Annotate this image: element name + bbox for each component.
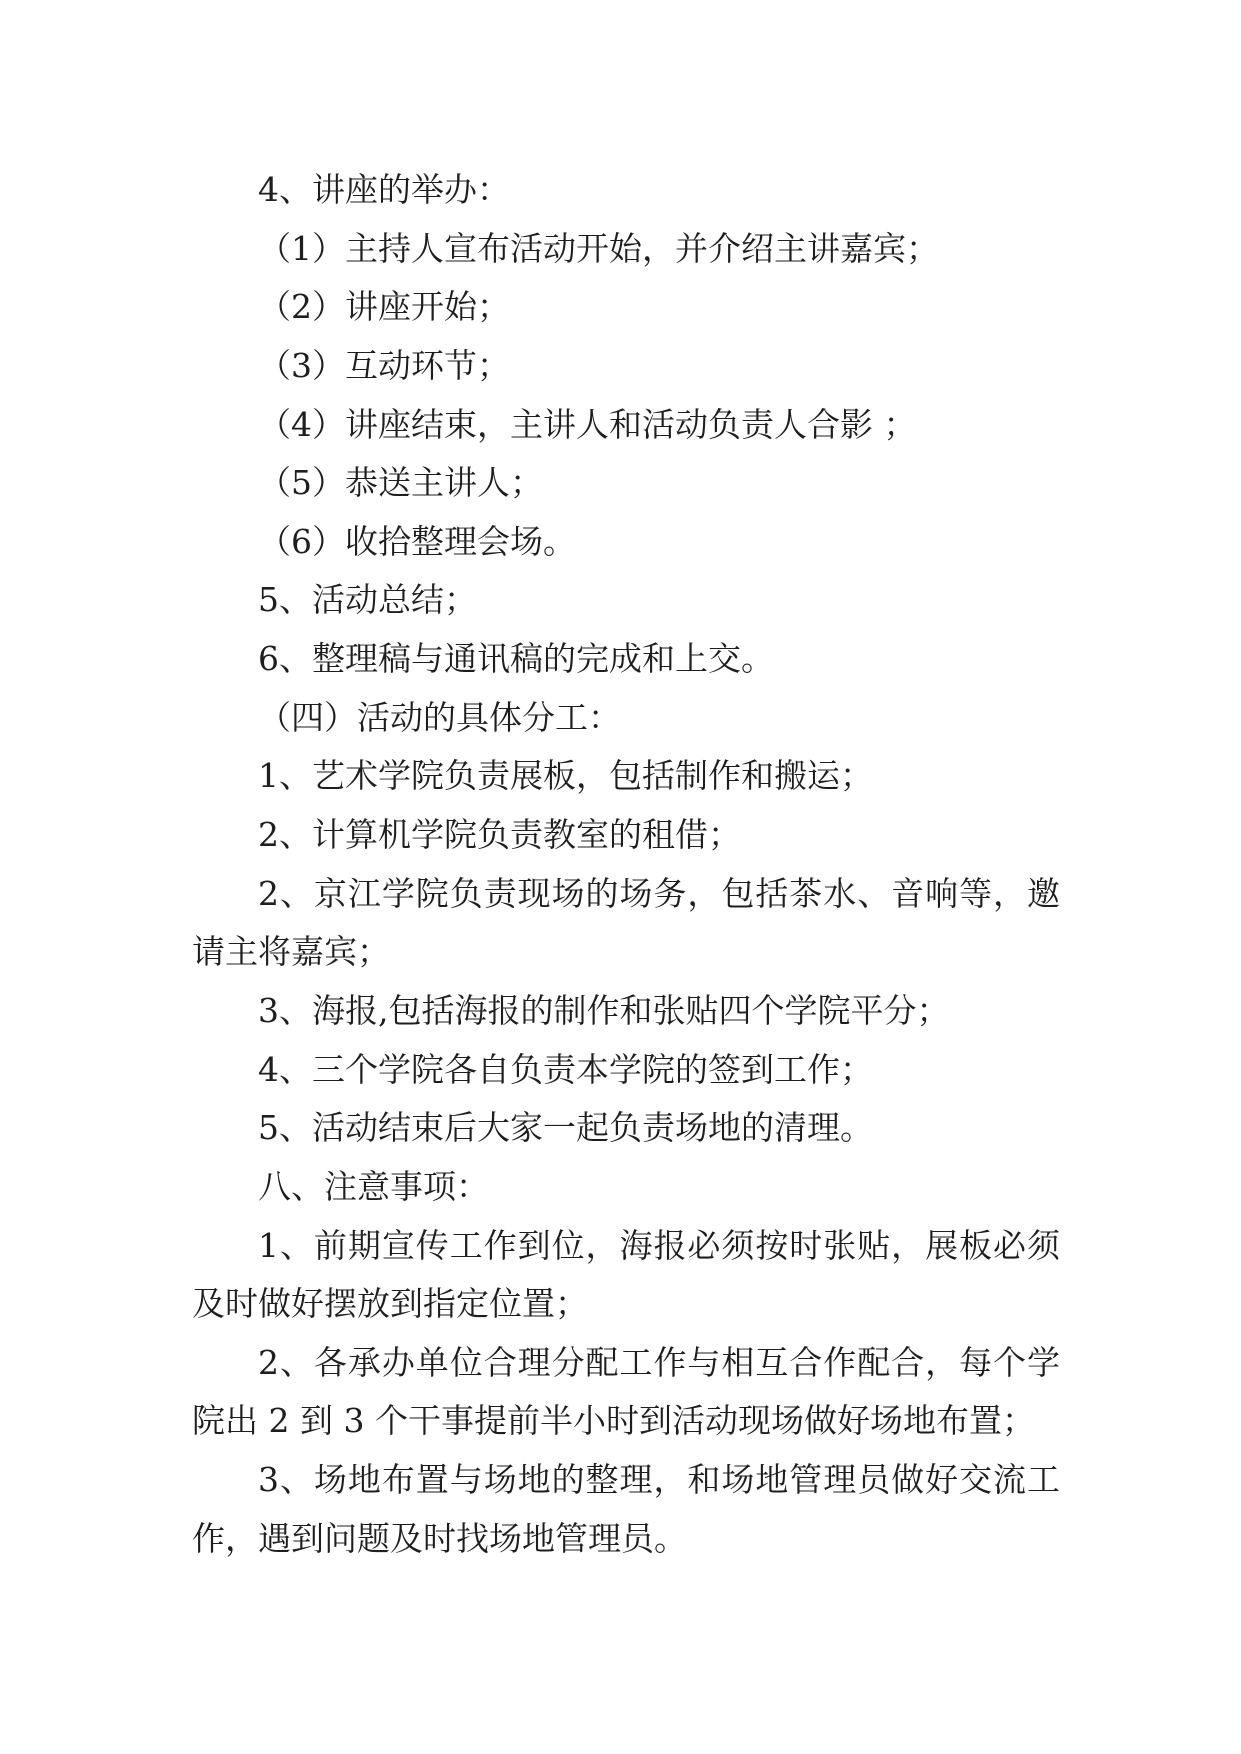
section-heading: 八、注意事项： [258, 1166, 489, 1206]
list-item: 1、艺术学院负责展板，包括制作和搬运； [258, 756, 873, 796]
list-item: 6、整理稿与通讯稿的完成和上交。 [258, 639, 774, 679]
document-body [192, 161, 1060, 1568]
sub-list-item: （3）互动环节； [258, 345, 510, 385]
list-item: 1、前期宣传工作到位，海报必须按时张贴，展板必须 [258, 1225, 1060, 1265]
list-item: 5、活动总结； [258, 580, 477, 620]
list-item: 2、计算机学院负责教室的租借； [258, 815, 741, 855]
list-item-continuation: 及时做好摆放到指定位置； [192, 1284, 588, 1324]
list-item-continuation: 作，遇到问题及时找场地管理员。 [192, 1518, 687, 1558]
list-item-continuation: 请主将嘉宾； [192, 932, 390, 972]
sub-list-item: （4）讲座结束，主讲人和活动负责人合影 ； [258, 404, 917, 444]
sub-list-item: （2）讲座开始； [258, 287, 510, 327]
list-item: 4、三个学院各自负责本学院的签到工作； [258, 1049, 873, 1089]
list-item: 4、讲座的举办： [258, 170, 510, 209]
list-item: 3、海报,包括海报的制作和张贴四个学院平分； [258, 990, 950, 1030]
list-item: 2、京江学院负责现场的场务，包括茶水、音响等，邀 [258, 873, 1060, 913]
list-item: 3、场地布置与场地的整理，和场地管理员做好交流工 [258, 1460, 1060, 1500]
list-item: 2、各承办单位合理分配工作与相互合作配合，每个学 [258, 1342, 1060, 1382]
list-item-continuation: 院出 2 到 3 个干事提前半小时到活动现场做好场地布置； [192, 1401, 1035, 1441]
section-heading: （四）活动的具体分工： [258, 697, 621, 737]
sub-list-item: （6）收拾整理会场。 [258, 521, 576, 561]
sub-list-item: （1）主持人宣布活动开始，并介绍主讲嘉宾； [258, 228, 939, 268]
list-item: 5、活动结束后大家一起负责场地的清理。 [258, 1108, 873, 1148]
sub-list-item: （5）恭送主讲人； [258, 463, 543, 503]
